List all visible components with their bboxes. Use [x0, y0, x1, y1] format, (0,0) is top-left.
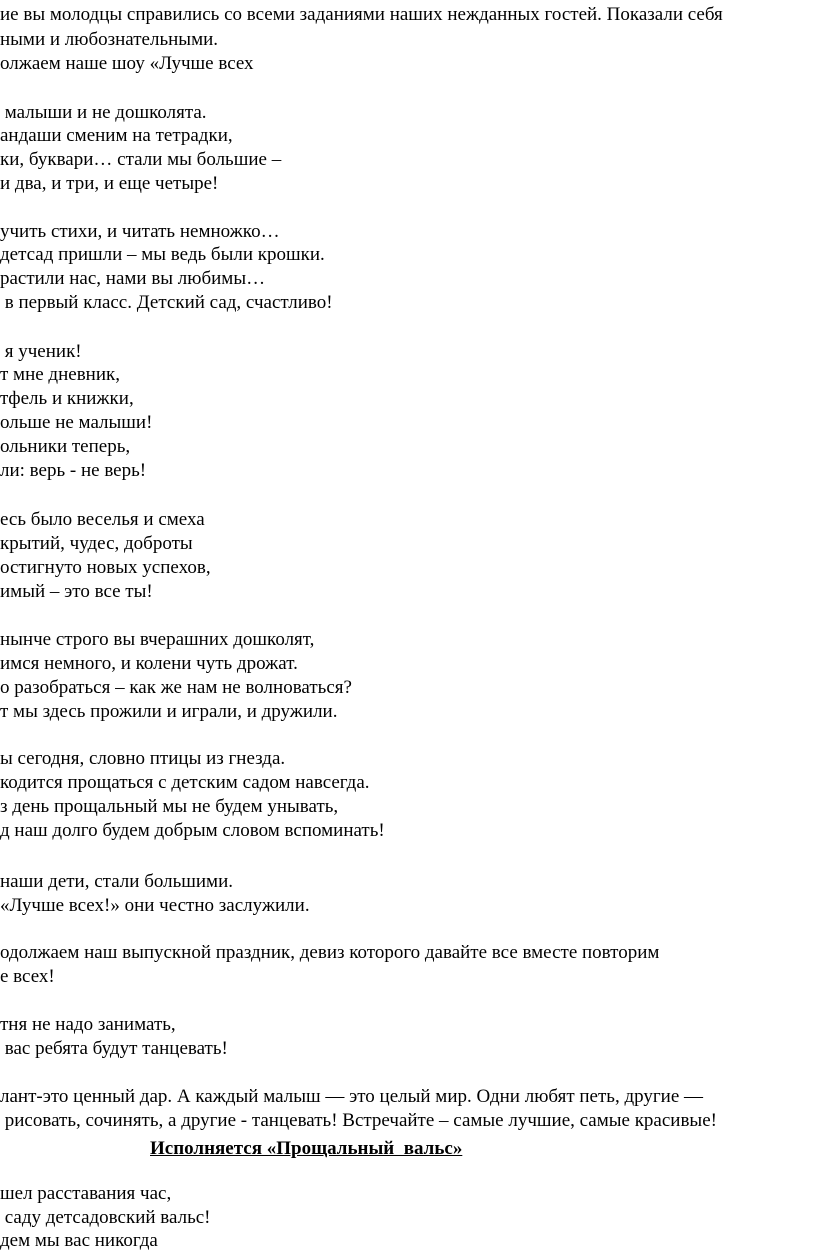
section-heading: Исполняется «Прощальный вальс»	[150, 1138, 463, 1159]
text-line: ки, буквари… стали мы большие –	[0, 149, 282, 170]
text-line: е всех!	[0, 966, 55, 987]
text-line: з день прощальный мы не будем унывать,	[0, 796, 339, 817]
text-line: ы сегодня, словно птицы из гнезда.	[0, 748, 286, 769]
text-line: д наш долго будем добрым словом вспоминать!	[0, 820, 385, 841]
text-line: шел расставания час,	[0, 1183, 172, 1204]
text-line: ие вы молодцы справились со всеми заданиями наших нежданных гостей. Показали себя	[0, 4, 723, 25]
text-line: ли: верь - не верь!	[0, 460, 147, 481]
text-line: саду детсадовский вальс!	[0, 1207, 211, 1228]
text-line: т мне дневник,	[0, 364, 120, 385]
text-line: тфель и книжки,	[0, 388, 134, 409]
text-line: андаши сменим на тетрадки,	[0, 125, 233, 146]
text-line: дем мы вас никогда	[0, 1230, 158, 1251]
text-line: вас ребята будут танцевать!	[0, 1038, 228, 1059]
text-line: ольше не малыши!	[0, 412, 153, 433]
text-line: учить стихи, и читать немножко…	[0, 221, 280, 242]
text-line: детсад пришли – мы ведь были крошки.	[0, 244, 325, 265]
text-line: имый – это все ты!	[0, 581, 153, 602]
text-line: есь было веселья и смеха	[0, 509, 205, 530]
text-line: наши дети, стали большими.	[0, 871, 233, 892]
text-line: и два, и три, и еще четыре!	[0, 173, 219, 194]
text-line: ными и любознательными.	[0, 29, 219, 50]
text-line: нынче строго вы вчерашних дошколят,	[0, 629, 315, 650]
text-line: лант-это ценный дар. А каждый малыш — это целый мир. Одни любят петь, другие —	[0, 1086, 704, 1107]
text-line: ольники теперь,	[0, 436, 131, 457]
text-line: тня не надо занимать,	[0, 1014, 176, 1035]
text-line: «Лучше всех!» они честно заслужили.	[0, 895, 310, 916]
text-line: в первый класс. Детский сад, счастливо!	[0, 292, 333, 313]
text-line: олжаем наше шоу «Лучше всех	[0, 53, 254, 74]
text-line: имся немного, и колени чуть дрожат.	[0, 653, 298, 674]
text-line: остигнуто новых успехов,	[0, 557, 211, 578]
text-line: малыши и не дошколята.	[0, 102, 207, 123]
text-line: крытий, чудес, доброты	[0, 533, 193, 554]
text-line: одолжаем наш выпускной праздник, девиз которого давайте все вместе повторим	[0, 942, 660, 963]
text-line: кодится прощаться с детским садом навсегда.	[0, 772, 370, 793]
text-line: я ученик!	[0, 341, 82, 362]
text-line: рисовать, сочинять, а другие - танцевать! Встречайте – самые лучшие, самые красивые!	[0, 1110, 717, 1131]
text-line: т мы здесь прожили и играли, и дружили.	[0, 701, 338, 722]
text-line: растили нас, нами вы любимы…	[0, 268, 266, 289]
text-line: о разобраться – как же нам не волноваться?	[0, 677, 352, 698]
